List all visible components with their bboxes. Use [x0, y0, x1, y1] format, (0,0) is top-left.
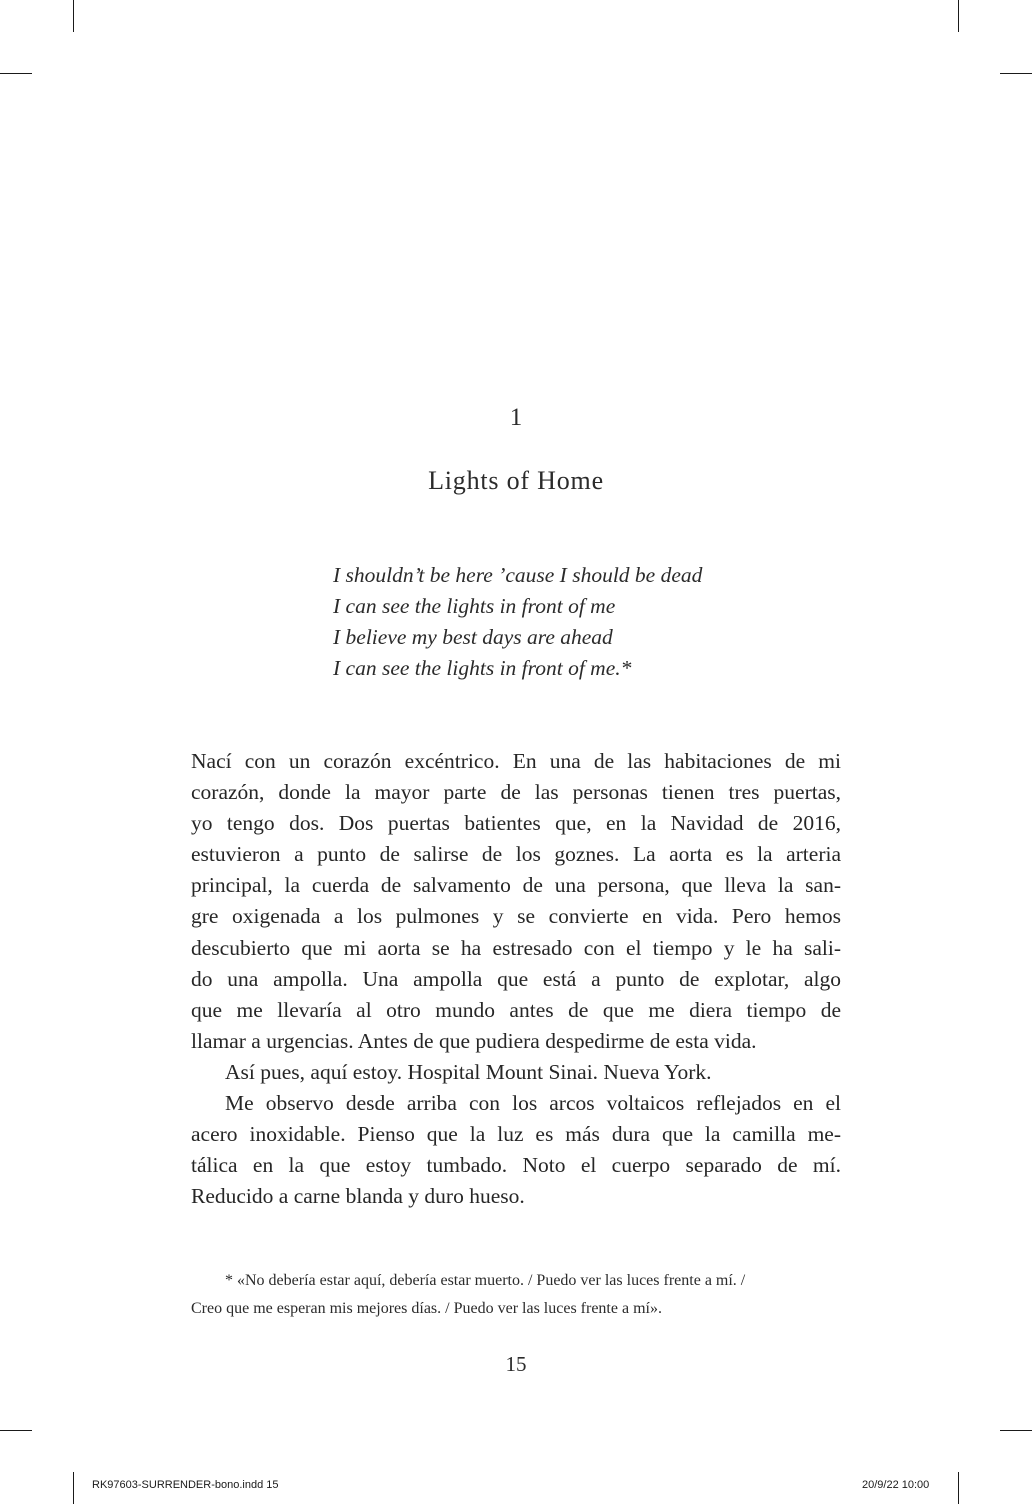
body-line: que me llevaría al otro mundo antes de que me diera tiempo de	[191, 997, 841, 1022]
body-line: yo tengo dos. Dos puertas batientes que, en la Navidad de 2016,	[191, 811, 841, 836]
body-line: principal, la cuerda de salvamento de una persona, que lleva la san-	[191, 873, 841, 898]
crop-mark-top-right	[958, 0, 959, 32]
epigraph-line: I can see the lights in front of me	[333, 594, 616, 618]
body-line: Así pues, aquí estoy. Hospital Mount Sinai. Nueva York.	[225, 1059, 712, 1084]
crop-mark-top-right-horizontal	[1000, 73, 1032, 74]
epigraph-line: I shouldn’t be here ’cause I should be dead	[333, 563, 703, 587]
crop-mark-top-left	[73, 0, 74, 32]
page-number: 15	[505, 1352, 527, 1376]
chapter-title: Lights of Home	[428, 466, 604, 495]
body-line: acero inoxidable. Pienso que la luz es más dura que la camilla me-	[191, 1122, 841, 1147]
body-line: Nací con un corazón excéntrico. En una de las habitaciones de mi	[191, 749, 841, 773]
body-line: descubierto que mi aorta se ha estresado con el tiempo y le ha sali-	[191, 935, 841, 960]
epigraph	[333, 560, 853, 684]
crop-mark-bottom-left	[73, 1472, 74, 1504]
slug-datetime: 20/9/22 10:00	[862, 1479, 930, 1491]
footnote	[191, 1267, 841, 1323]
body-line: do una ampolla. Una ampolla que está a punto de explotar, algo	[191, 966, 841, 991]
crop-mark-bottom-left-horizontal	[0, 1430, 32, 1431]
body-line: estuvieron a punto de salirse de los goznes. La aorta es la arteria	[191, 842, 841, 867]
body-line: tálica en la que estoy tumbado. Noto el cuerpo separado de mí.	[191, 1153, 841, 1178]
body-line: corazón, donde la mayor parte de las personas tienen tres puertas,	[191, 780, 841, 805]
crop-mark-top-left-horizontal	[0, 73, 32, 74]
body-text	[191, 746, 841, 1212]
crop-mark-bottom-right-horizontal	[1000, 1430, 1032, 1431]
footnote-line: * «No debería estar aquí, debería estar muerto. / Puedo ver las luces frente a mí. /	[225, 1272, 746, 1289]
epigraph-line: I can see the lights in front of me.*	[333, 656, 632, 680]
footnote-line: Creo que me esperan mis mejores días. / Puedo ver las luces frente a mí».	[191, 1300, 662, 1317]
body-line: Me observo desde arriba con los arcos voltaicos reflejados en el	[225, 1091, 841, 1116]
body-line: llamar a urgencias. Antes de que pudiera despedirme de esta vida.	[191, 1028, 757, 1053]
slug-filename: RK97603-SURRENDER-bono.indd 15	[92, 1479, 279, 1491]
body-line: Reducido a carne blanda y duro hueso.	[191, 1184, 525, 1209]
chapter-number: 1	[509, 404, 523, 431]
body-line: gre oxigenada a los pulmones y se convierte en vida. Pero hemos	[191, 904, 841, 929]
crop-mark-bottom-right	[958, 1472, 959, 1504]
epigraph-line: I believe my best days are ahead	[333, 625, 613, 649]
